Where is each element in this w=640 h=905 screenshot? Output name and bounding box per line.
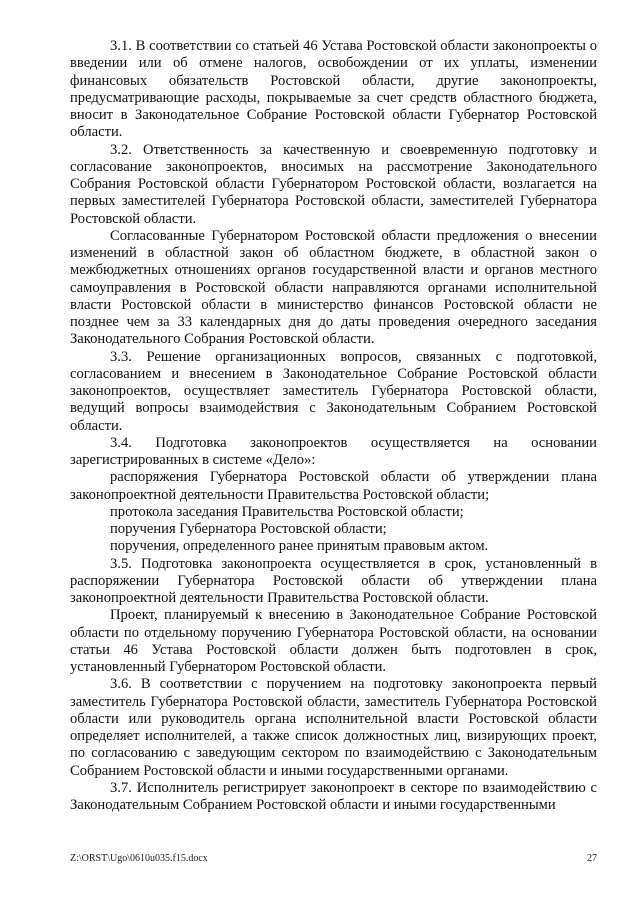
list-item-legal-act-instruction: поручения, определенного ранее принятым правовым актом.: [110, 538, 489, 555]
paragraph-3-6: 3.6. В соответствии с поручением на подготовку законопроекта первый заместитель Губернатора Ростовской области, заместитель Губернатора Ростовской области или руководитель органа исполнительной власти Ростовской области определяет исполнителей, а также список должностных лиц, визирующих проект, по согласованию с заведующим сектором по взаимодействию с Законодательным Собранием Ростовской области и иными государственными органами.: [70, 676, 597, 779]
paragraph-3-5: 3.5. Подготовка законопроекта осуществляется в срок, установленный в распоряжении Губернатора Ростовской области об утверждении плана законопроектной деятельности Правительства Ростовской области.: [70, 555, 597, 606]
paragraph-separate-instruction: Проект, планируемый к внесению в Законодательное Собрание Ростовской области по отдельному поручению Губернатора Ростовской области, на основании статьи 46 Устава Ростовской области должен быть подготовлен в срок, установленный Губернатором Ростовской области.: [70, 607, 597, 675]
paragraph-3-3: 3.3. Решение организационных вопросов, связанных с подготовкой, согласованием и внесением в Законодательное Собрание Ростовской области законопроектов, осуществляет заместитель Губернатора Ростовской области, ведущий вопросы взаимодействия с Законодательным Собранием Ростовской области.: [70, 348, 597, 434]
paragraph-3-2: 3.2. Ответственность за качественную и своевременную подготовку и согласование законопроектов, вносимых на рассмотрение Законодательного Собрания Ростовской области Губернатором Ростовской области, возлагается на первых заместителей Губернатора Ростовской области, заместителей Губернатора Ростовской области.: [70, 141, 597, 227]
page-number: 27: [587, 853, 597, 864]
page-footer: [70, 853, 597, 865]
paragraph-3-4: 3.4. Подготовка законопроектов осуществляется на основании зарегистрированных в системе «Дело»:: [70, 434, 597, 468]
paragraph-budget-amendments: Согласованные Губернатором Ростовской области предложения о внесении изменений в областной закон об областном бюджете, в областной закон о межбюджетных отношениях органов государственной власти и органов местного самоуправления в Ростовской области направляются органами исполнительной власти Ростовской области в министерство финансов Ростовской области не позднее чем за 33 календарных дня до даты проведения очередного заседания Законодательного Собрания Ростовской области.: [70, 227, 597, 348]
paragraph-3-1: 3.1. В соответствии со статьей 46 Устава Ростовской области законопроекты о введении или об отмене налогов, освобождении от их уплаты, изменении финансовых обязательств Ростовской области, другие законопроекты, предусматривающие расходы, покрываемые за счет средств областного бюджета, вносит в Законодательное Собрание Ростовской области Губернатор Ростовской области.: [70, 38, 597, 141]
paragraph-3-7: 3.7. Исполнитель регистрирует законопроект в секторе по взаимодействию с Законодательным Собранием Ростовской области и иными государственными: [70, 779, 597, 813]
list-item-governor-order: распоряжения Губернатора Ростовской области об утверждении плана законопроектной деятельности Правительства Ростовской области;: [70, 469, 597, 503]
list-item-meeting-protocol: протокола заседания Правительства Ростовской области;: [110, 503, 464, 520]
file-path: Z:\ORST\Ugo\0610u035.f15.docx: [70, 853, 208, 864]
document-body: [70, 38, 597, 814]
list-item-governor-instruction: поручения Губернатора Ростовской области;: [110, 521, 387, 537]
